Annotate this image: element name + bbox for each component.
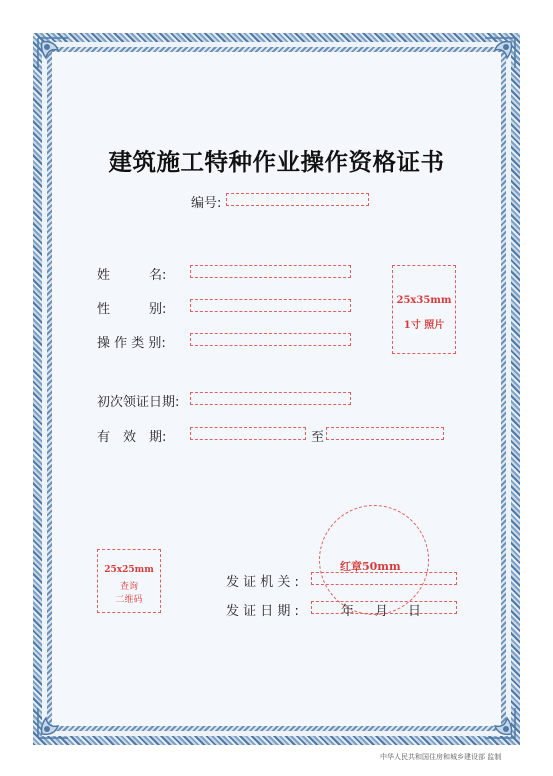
issuer-label: 发 证 机 关 : bbox=[226, 575, 299, 590]
seal-size-text: 红章50mm bbox=[340, 560, 401, 573]
corner-ornament-icon bbox=[36, 36, 70, 70]
issue-date-label: 发 证 日 期 : bbox=[226, 604, 299, 619]
first-issue-date-label: 初次领证日期: bbox=[97, 395, 180, 410]
day-label: 日 bbox=[408, 604, 422, 619]
name-field[interactable] bbox=[190, 265, 351, 278]
validity-to-label: 至 bbox=[311, 430, 325, 445]
validity-start-field[interactable] bbox=[190, 427, 306, 440]
category-label: 操 作 类 别: bbox=[97, 336, 166, 351]
photo-placeholder bbox=[392, 265, 456, 354]
corner-ornament-icon bbox=[483, 36, 517, 70]
validity-end-field[interactable] bbox=[326, 427, 444, 440]
qr-code-placeholder bbox=[97, 549, 161, 613]
first-issue-date-field[interactable] bbox=[190, 392, 351, 405]
gender-field[interactable] bbox=[190, 299, 351, 312]
qr-query-text: 查询 bbox=[119, 582, 138, 592]
photo-type-text: 1寸 照片 bbox=[403, 320, 445, 331]
corner-ornament-icon bbox=[36, 706, 70, 740]
supervisor-footer: 中华人民共和国住房和城乡建设部 监制 bbox=[380, 753, 502, 761]
serial-number-field[interactable] bbox=[226, 193, 369, 206]
name-label: 姓 名: bbox=[97, 268, 167, 283]
qr-size-text: 25x25mm bbox=[104, 565, 154, 575]
gender-label: 性 别: bbox=[97, 302, 167, 317]
month-label: 月 bbox=[375, 604, 389, 619]
year-label: 年 bbox=[341, 604, 355, 619]
serial-label: 编号: bbox=[191, 196, 222, 211]
corner-ornament-icon bbox=[483, 706, 517, 740]
photo-size-text: 25x35mm bbox=[396, 295, 452, 306]
validity-label: 有 效 期: bbox=[97, 430, 167, 445]
certificate-title: 建筑施工特种作业操作资格证书 bbox=[108, 148, 445, 176]
category-field[interactable] bbox=[190, 333, 351, 346]
issuer-field[interactable] bbox=[311, 572, 457, 585]
qr-code-text: 二维码 bbox=[115, 595, 143, 605]
